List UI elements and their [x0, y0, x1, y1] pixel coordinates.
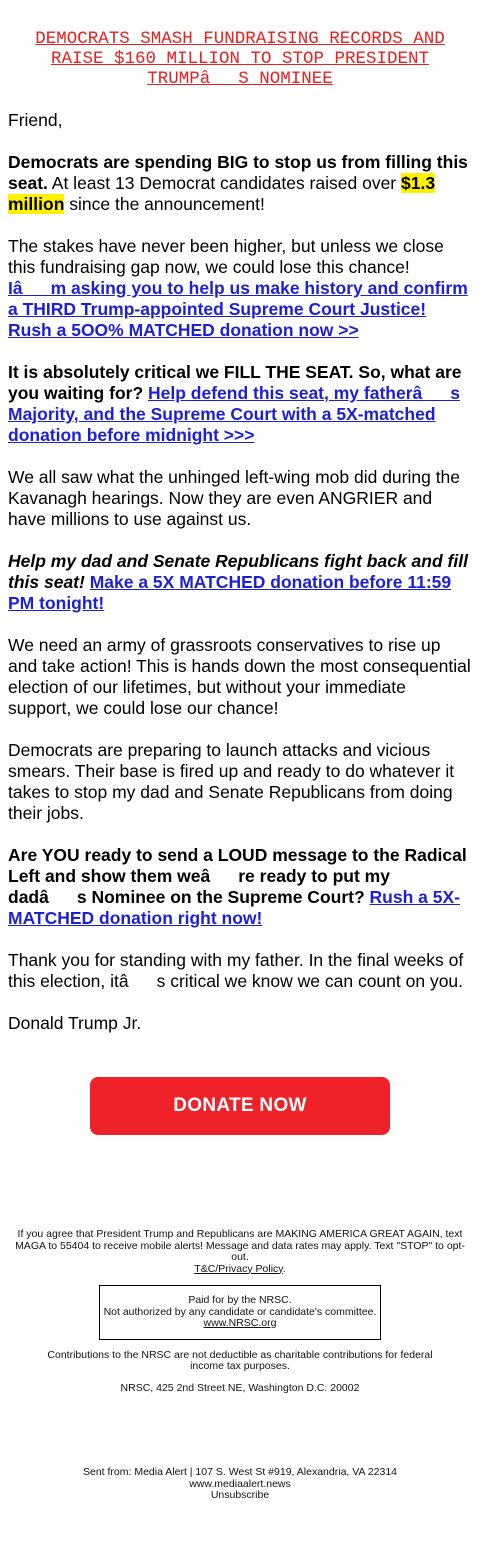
paragraph-5 — [8, 551, 472, 614]
paragraph-2-text: The stakes have never been higher, but unless we close this fundraising gap now, we could lose this chance! — [8, 236, 444, 277]
optin-period: . — [282, 1262, 286, 1275]
paragraph-1-text: At least 13 Democrat candidates raised over — [47, 173, 401, 193]
contributions-disclaimer: Contributions to the NRSC are not deductible as charitable contributions for federal income tax purposes. — [47, 1348, 433, 1372]
paragraph-5-bold-italic: Help my dad and Senate Republicans fight back and fill this seat! — [8, 551, 468, 592]
sent-from-line: Sent from: Media Alert | 107 S. West St #919, Alexandria, VA 22314 — [82, 1466, 398, 1478]
paragraph-3 — [8, 362, 472, 446]
not-authorized-line: Not authorized by any candidate or candidate's committee. — [103, 1305, 377, 1318]
donate-button-row — [8, 1077, 472, 1135]
donation-link-4[interactable]: Rush a 5X-MATCHED donation right now! — [8, 887, 460, 928]
email-body — [0, 29, 480, 1502]
sender-website: www.mediaalert.news — [189, 1477, 291, 1490]
paragraph-4: We all saw what the unhinged left-wing mob did during the Kavanagh hearings. Now they are even ANGRIER and have millions to use against us. — [8, 467, 461, 529]
donation-link-2[interactable]: Help defend this seat, my fatherâs Majority, and the Supreme Court with a 5X-matched donation before midnight >>> — [8, 383, 460, 445]
paragraph-3-bold: It is absolutely critical we FILL THE SEAT. So, what are you waiting for? — [8, 362, 462, 403]
paragraph-1-bold: Democrats are spending BIG to stop us from filling this seat. — [8, 152, 468, 193]
donation-link-3[interactable]: Make a 5X MATCHED donation before 11:59 PM tonight! — [8, 572, 452, 613]
donation-link-1[interactable]: Iâm asking you to help us make history and confirm a THIRD Trump-appointed Supreme Court Justice! Rush a 5OO% MATCHED donation now >> — [8, 278, 468, 340]
paragraph-8-bold: Are YOU ready to send a LOUD message to the Radical Left and show them weâre ready to put my dadâs Nominee on the Supreme Court? — [8, 845, 467, 907]
nrsc-address: NRSC, 425 2nd Street NE, Washington D.C. 20002 — [120, 1381, 360, 1394]
terms-privacy-link[interactable]: T&C/Privacy Policy — [194, 1262, 283, 1275]
paragraph-6: We need an army of grassroots conservatives to rise up and take action! This is hands down the most consequential election of our lifetimes, but without your immediate support, we could lose our chance! — [8, 635, 471, 718]
paragraph-1-text-2: since the announcement! — [64, 194, 265, 214]
donate-now-button[interactable]: DONATE NOW — [90, 1077, 390, 1135]
nrsc-website-link[interactable]: www.NRSC.org — [203, 1317, 277, 1329]
unsubscribe-link[interactable]: Unsubscribe — [210, 1489, 270, 1501]
paid-for-disclaimer-box — [99, 1285, 381, 1340]
sms-optin-notice — [12, 1229, 468, 1275]
highlighted-amount: $1.3 million — [8, 173, 436, 214]
paragraph-2 — [8, 236, 472, 341]
paragraph-1 — [8, 152, 472, 215]
sms-optin-text: If you agree that President Trump and Republicans are MAKING AMERICA GREAT AGAIN, text MAGA to 55404 to receive mobile alerts! Message and data rates may apply. Text "STOP" to opt-out. — [15, 1228, 465, 1263]
paragraph-8 — [8, 845, 472, 929]
greeting: Friend, — [8, 110, 63, 130]
paid-by-line: Paid for by the NRSC. — [188, 1294, 292, 1306]
email-footer — [8, 1467, 472, 1502]
paragraph-9: Thank you for standing with my father. In the final weeks of this election, itâs critical we know we can count on you. — [8, 950, 464, 991]
headline: DEMOCRATS SMASH FUNDRAISING RECORDS AND RAISE $160 MILLION TO STOP PRESIDENT TRUMPâS NOMINEE — [35, 29, 445, 89]
signature: Donald Trump Jr. — [8, 1013, 142, 1033]
paragraph-7: Democrats are preparing to launch attacks and vicious smears. Their base is fired up and ready to do whatever it takes to stop my dad and Senate Republicans from doing their jobs. — [8, 740, 455, 823]
